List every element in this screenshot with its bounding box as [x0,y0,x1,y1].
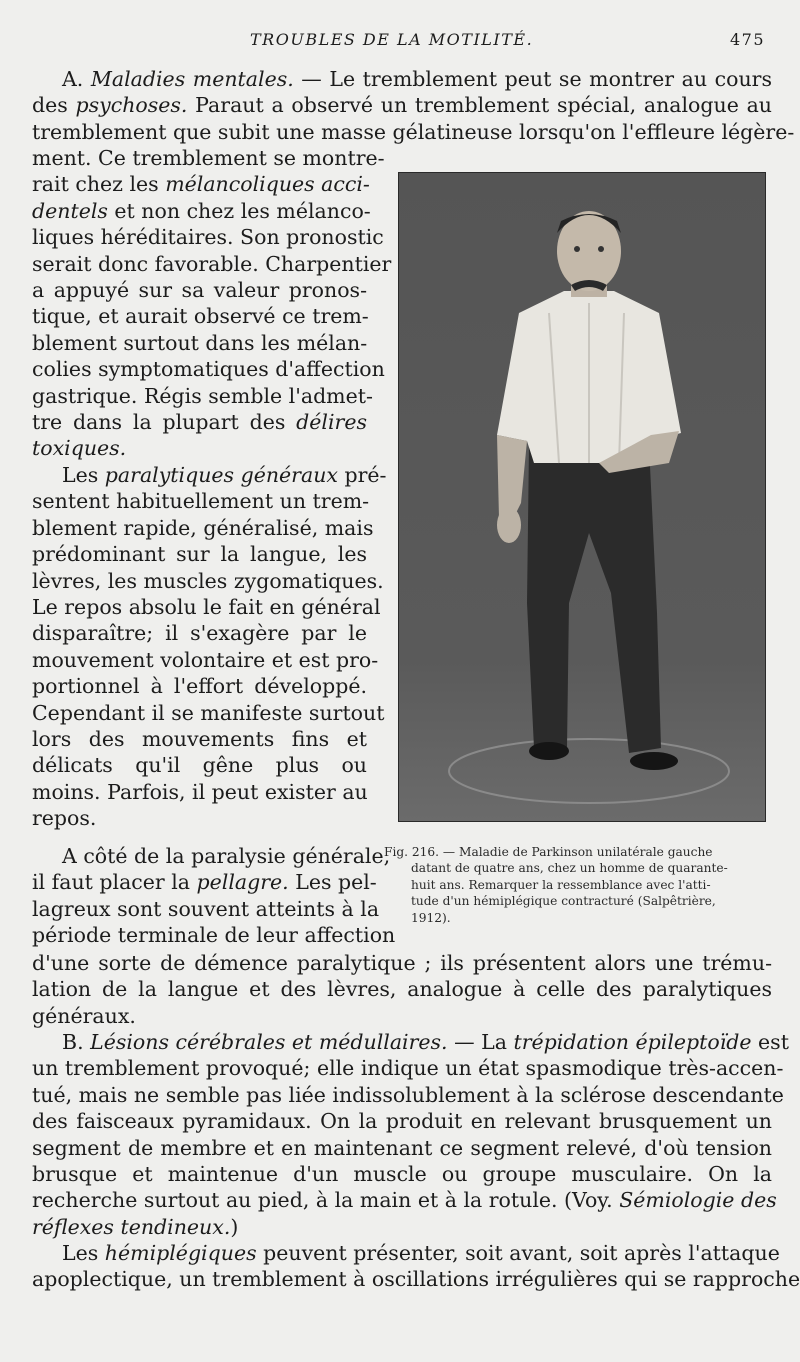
text-line: serait donc favorable. Charpentier [32,251,392,276]
running-head: TROUBLES DE LA MOTILITÉ. [250,30,534,49]
column-paragraph-c [32,843,396,949]
text-line: réflexes tendineux.) [32,1214,239,1239]
page-header [0,30,800,52]
text-line: toxiques. [32,436,127,461]
text-line: portionnel à l'effort développé. [32,674,367,699]
text-line: généraux. [32,1003,136,1028]
caption-line: tude d'un hémiplégique contracturé (Salpêtrière, [411,894,716,909]
caption-line: 1912). [411,910,451,925]
text-line: colies symptomatiques d'affection [32,357,385,382]
text-line: Les paralytiques généraux pré- [62,463,387,487]
figure-photograph [398,172,766,822]
text-line: d'une sorte de démence paralytique ; ils présentent alors une trému- [32,951,772,975]
text-line: il faut placer la pellagre. Les pel- [32,870,377,895]
text-line: prédominant sur la langue, les [32,542,367,567]
text-line: blement surtout dans les mélan- [32,330,368,355]
text-line: moins. Parfois, il peut exister au [32,779,368,804]
text-line: ment. Ce tremblement se montre- [32,146,385,170]
text-line: A côté de la paralysie générale, [62,844,391,868]
text-line: disparaître; il s'exagère par le [32,621,367,646]
text-line: blement rapide, généralisé, mais [32,515,374,540]
text-line: recherche surtout au pied, à la main et à la rotule. (Voy. Sémiologie des [32,1188,777,1213]
text-line: un tremblement provoqué; elle indique un état spasmodique très-accen- [32,1056,784,1081]
text-line: délicats qu'il gêne plus ou [32,753,367,778]
text-line: des psychoses. Paraut a observé un tremblement spécial, analogue au [32,93,772,118]
text-line: a appuyé sur sa valeur pronos- [32,277,367,302]
text-line: dentels et non chez les mélanco- [32,198,371,223]
page-number: 475 [730,30,766,49]
text-line: liques héréditaires. Son pronostic [32,225,384,250]
text-line: segment de membre et en maintenant ce segment relevé, d'où tension [32,1135,772,1160]
text-line: tique, et aurait observé ce trem- [32,304,369,329]
text-line: Le repos absolu le fait en général [32,594,381,619]
caption-line: datant de quatre ans, chez un homme de quarante- [411,861,728,876]
text-line: lèvres, les muscles zygomatiques. [32,568,384,593]
full-paragraph-3 [32,1240,800,1293]
text-line [32,66,772,92]
full-paragraph-1 [32,950,772,1029]
text-line: apoplectique, un tremblement à oscillations irrégulières qui se rapproche [32,1267,800,1292]
intro-paragraph [32,66,795,145]
text-line: brusque et maintenue d'un muscle ou groupe musculaire. On la [32,1161,772,1186]
text-line: repos. [32,806,97,831]
text-line: des faisceaux pyramidaux. On la produit en relevant brusquement un [32,1109,772,1134]
man-standing-photo [399,173,765,821]
text-line: tre dans la plupart des délires [32,409,367,434]
section-title: Maladies mentales. [90,67,294,91]
section-mark: A. [62,67,91,91]
full-paragraph-2 [32,1029,789,1240]
text-line: lors des mouvements fins et [32,726,367,751]
text-line: gastrique. Régis semble l'admet- [32,383,373,408]
text-line: période terminale de leur affection [32,923,396,948]
caption-line: Fig. 216. — Maladie de Parkinson unilatérale gauche [384,845,713,859]
text-line: B. Lésions cérébrales et médullaires. — La trépidation épileptoïde est [62,1030,789,1054]
text-line: lagreux sont souvent atteints à la [32,896,380,921]
caption-line: huit ans. Remarquer la ressemblance avec l'atti- [411,877,711,892]
column-paragraph-b [32,462,387,831]
text-line: rait chez les mélancoliques acci- [32,172,370,197]
text-segment: — Le tremblement peut se montrer au cours [293,67,772,91]
text-line: tremblement que subit une masse gélatineuse lorsqu'on l'effleure légère- [32,119,795,144]
figure-caption [384,844,768,926]
text-line: Les hémiplégiques peuvent présenter, soit avant, soit après l'attaque [62,1241,780,1265]
text-line: lation de la langue et des lèvres, analogue à celle des paralytiques [32,977,772,1002]
text-line: tué, mais ne semble pas liée indissolublement à la sclérose descendante [32,1082,784,1107]
text-line: mouvement volontaire et est pro- [32,647,379,672]
text-line: Cependant il se manifeste surtout [32,700,385,725]
text-line: sentent habituellement un trem- [32,489,370,514]
column-paragraph-a [32,145,392,462]
